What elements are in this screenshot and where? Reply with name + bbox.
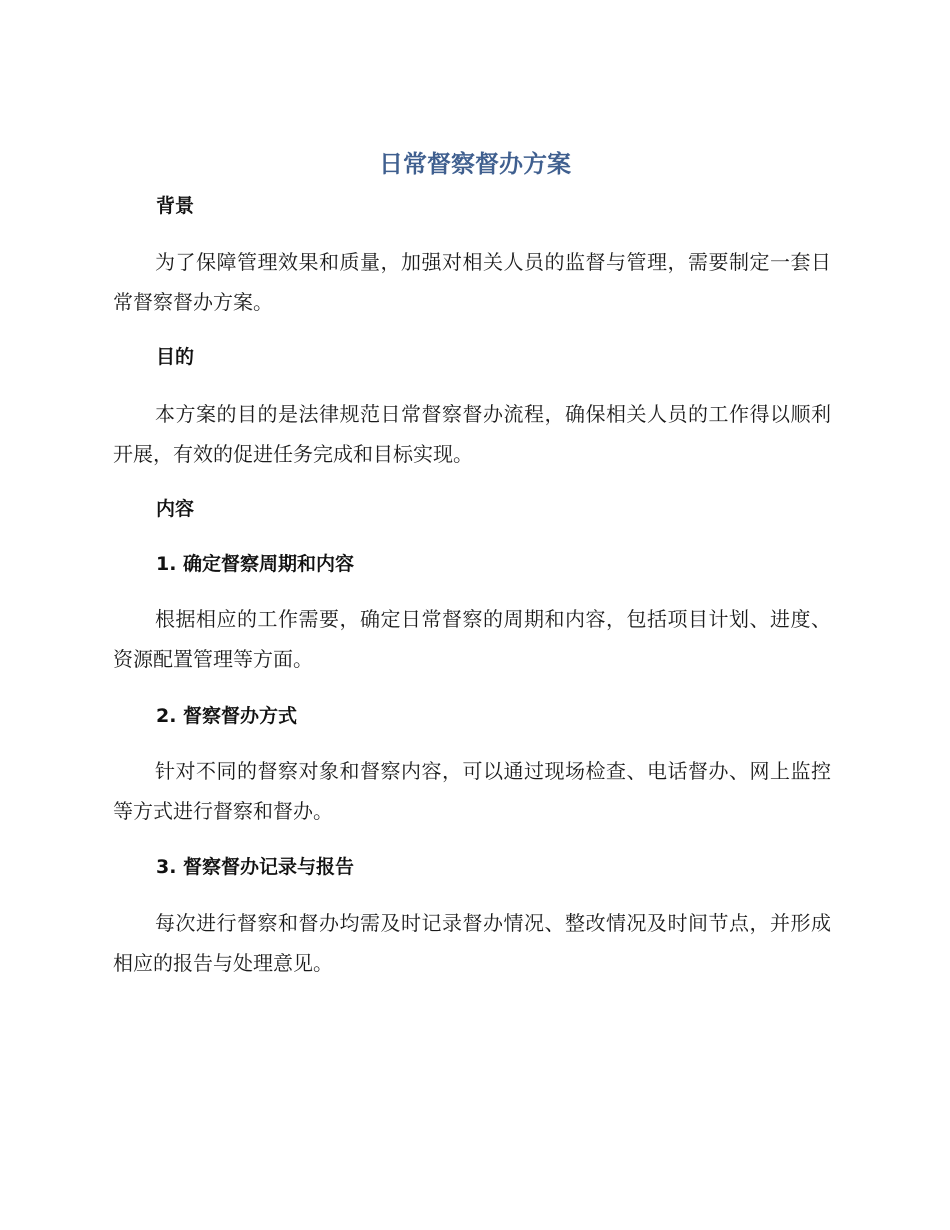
section-paragraph-item-2: 针对不同的督察对象和督察内容，可以通过现场检查、电话督办、网上监控等方式进行督察和督办。 — [113, 759, 831, 823]
section-heading-purpose: 目的 — [156, 346, 195, 368]
document-title: 日常督察督办方案 — [379, 150, 571, 178]
section-paragraph-background: 为了保障管理效果和质量，加强对相关人员的监督与管理，需要制定一套日常督察督办方案。 — [113, 250, 831, 314]
section-paragraph-purpose: 本方案的目的是法律规范日常督察督办流程，确保相关人员的工作得以顺利开展，有效的促进任务完成和目标实现。 — [113, 402, 831, 466]
section-heading-item-2: 2. 督察督办方式 — [156, 705, 298, 727]
section-heading-item-1: 1. 确定督察周期和内容 — [156, 553, 355, 575]
section-paragraph-item-1: 根据相应的工作需要，确定日常督察的周期和内容，包括项目计划、进度、资源配置管理等方面。 — [113, 607, 831, 671]
section-heading-content: 内容 — [156, 498, 195, 520]
section-paragraph-item-3: 每次进行督察和督办均需及时记录督办情况、整改情况及时间节点，并形成相应的报告与处理意见。 — [113, 911, 831, 975]
section-heading-background: 背景 — [156, 195, 195, 217]
section-heading-item-3: 3. 督察督办记录与报告 — [156, 856, 355, 878]
